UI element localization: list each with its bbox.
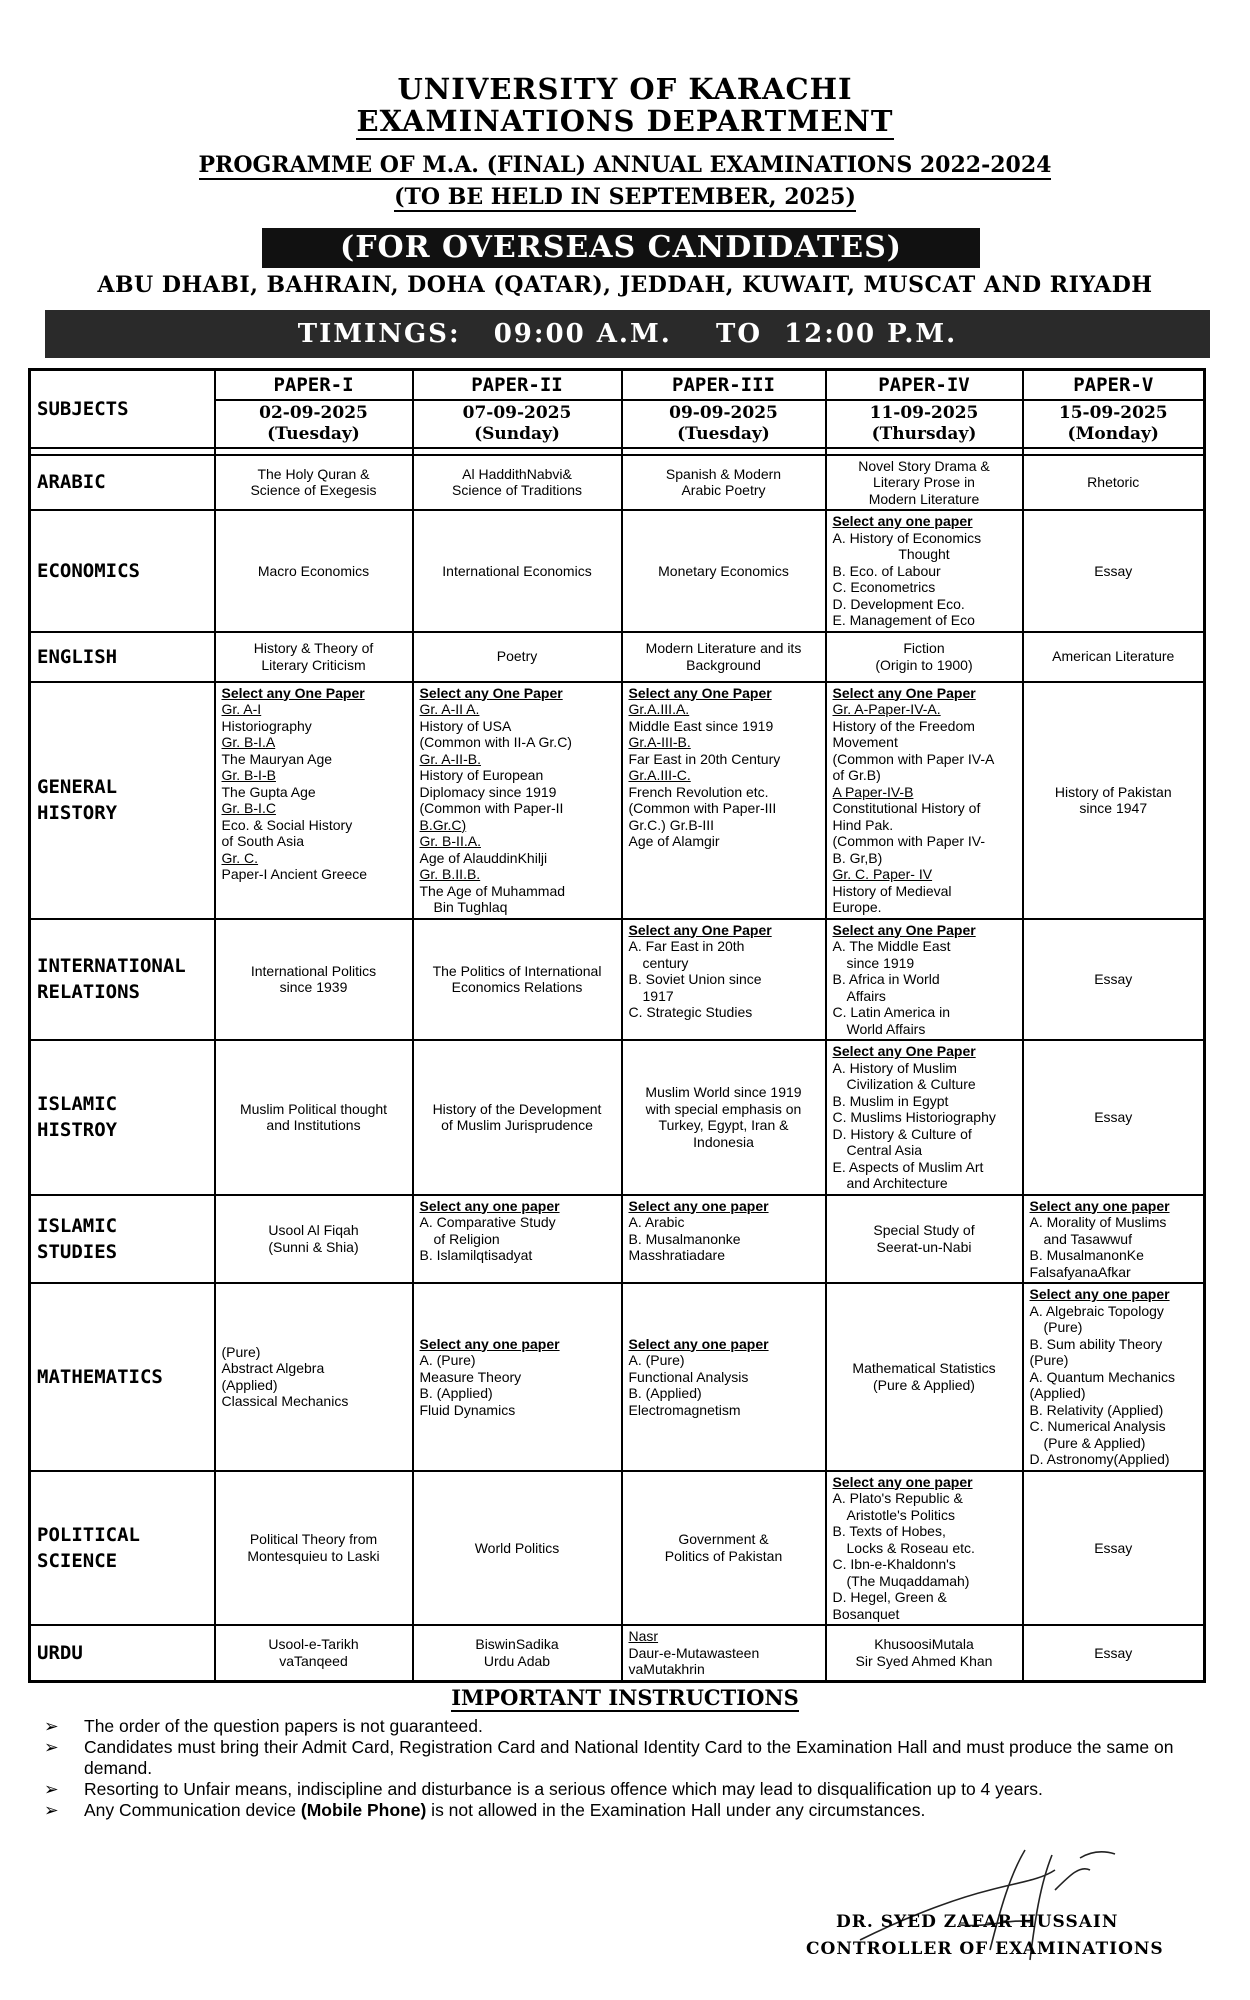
instruction-item: ➢ The order of the question papers is not guaranteed. <box>44 1716 483 1736</box>
ps-paper-2: World Politics <box>413 1471 622 1626</box>
english-paper-3: Modern Literature and its Background <box>622 632 826 682</box>
ps-paper-4: Select any one paper A. Plato's Republic & Aristotle's Politics B. Texts of Hobes, Locks & Roseau etc. C. Ibn-e-Khaldonn's (The Muqaddamah) D. Hegel, Green & Bosanquet <box>826 1471 1023 1626</box>
ps-paper-5: Essay <box>1023 1471 1205 1626</box>
paper-1-date: 02-09-2025 (Tuesday) <box>215 400 413 448</box>
english-paper-5: American Literature <box>1023 632 1205 682</box>
ir-paper-2: The Politics of International Economics Relations <box>413 919 622 1041</box>
ih-paper-3: Muslim World since 1919 with special emphasis on Turkey, Egypt, Iran & Indonesia <box>622 1040 826 1195</box>
is-paper-3: Select any one paper A. Arabic B. Musalmanonke Masshratiadare <box>622 1195 826 1284</box>
signatory-name: DR. SYED ZAFAR HUSSAIN <box>836 1912 1119 1932</box>
math-paper-1: (Pure) Abstract Algebra (Applied) Classical Mechanics <box>215 1283 413 1471</box>
subject-economics: ECONOMICS <box>30 510 215 632</box>
subject-political-science: POLITICAL SCIENCE <box>30 1471 215 1626</box>
paper-3-header: PAPER-III <box>622 370 826 400</box>
subject-general-history: GENERAL HISTORY <box>30 682 215 919</box>
paper-5-date: 15-09-2025 (Monday) <box>1023 400 1205 448</box>
row-urdu <box>30 1625 1205 1681</box>
arabic-paper-2: Al HaddithNabvi& Science of Traditions <box>413 455 622 511</box>
paper-4-date: 11-09-2025 (Thursday) <box>826 400 1023 448</box>
math-paper-4: Mathematical Statistics (Pure & Applied) <box>826 1283 1023 1471</box>
paper-4-header: PAPER-IV <box>826 370 1023 400</box>
locations: ABU DHABI, BAHRAIN, DOHA (QATAR), JEDDAH, KUWAIT, MUSCAT AND RIYADH <box>97 272 1153 298</box>
arrow-bullet-icon: ➢ <box>44 1716 59 1736</box>
instruction-item: ➢ Candidates must bring their Admit Card, Registration Card and National Identity Card to the Examination Hall and must produce the same on demand. <box>44 1737 1174 1778</box>
arrow-bullet-icon: ➢ <box>44 1800 59 1820</box>
ih-paper-5: Essay <box>1023 1040 1205 1195</box>
subject-arabic: ARABIC <box>30 455 215 511</box>
subjects-header: SUBJECTS <box>30 370 215 448</box>
economics-paper-3: Monetary Economics <box>622 510 826 632</box>
economics-paper-1: Macro Economics <box>215 510 413 632</box>
arrow-bullet-icon: ➢ <box>44 1779 59 1799</box>
instructions-title: IMPORTANT INSTRUCTIONS <box>451 1685 799 1710</box>
economics-paper-4: Select any one paper A. History of Economics Thought B. Eco. of Labour C. Econometrics D. Development Eco. E. Management of Eco <box>826 510 1023 632</box>
row-islamic-history <box>30 1040 1205 1195</box>
general-history-paper-5: History of Pakistan since 1947 <box>1023 682 1205 919</box>
paper-5-header: PAPER-V <box>1023 370 1205 400</box>
subject-urdu: URDU <box>30 1625 215 1681</box>
is-paper-4: Special Study of Seerat-un-Nabi <box>826 1195 1023 1284</box>
general-history-paper-2: Select any One Paper Gr. A-II A. History of USA (Common with II-A Gr.C) Gr. A-II-B. History of European Diplomacy since 1919 (Common with Paper-II B.Gr.C) Gr. B-II.A. Age of AlauddinKhilji Gr. B.II.B. The Age of Muhammad Bin Tughlaq <box>413 682 622 919</box>
english-paper-4: Fiction (Origin to 1900) <box>826 632 1023 682</box>
paper-2-date: 07-09-2025 (Sunday) <box>413 400 622 448</box>
row-general-history <box>30 682 1205 919</box>
arabic-paper-3: Spanish & Modern Arabic Poetry <box>622 455 826 511</box>
subject-mathematics: MATHEMATICS <box>30 1283 215 1471</box>
economics-paper-2: International Economics <box>413 510 622 632</box>
arabic-paper-4: Novel Story Drama & Literary Prose in Modern Literature <box>826 455 1023 511</box>
ps-paper-1: Political Theory from Montesquieu to Laski <box>215 1471 413 1626</box>
instruction-item: ➢ Any Communication device (Mobile Phone) is not allowed in the Examination Hall under any circumstances. <box>44 1800 926 1820</box>
signatory-title: CONTROLLER OF EXAMINATIONS <box>806 1939 1164 1959</box>
ir-paper-5: Essay <box>1023 919 1205 1041</box>
paper-3-date: 09-09-2025 (Tuesday) <box>622 400 826 448</box>
subject-international-relations: INTERNATIONAL RELATIONS <box>30 919 215 1041</box>
ih-paper-4: Select any One Paper A. History of Muslim Civilization & Culture B. Muslim in Egypt C. Muslims Historiography D. History & Culture of Central Asia E. Aspects of Muslim Art and Architecture <box>826 1040 1023 1195</box>
programme-title: PROGRAMME OF M.A. (FINAL) ANNUAL EXAMINATIONS 2022-2024 <box>198 152 1052 178</box>
row-mathematics <box>30 1283 1205 1471</box>
ir-paper-1: International Politics since 1939 <box>215 919 413 1041</box>
ih-paper-2: History of the Development of Muslim Jurisprudence <box>413 1040 622 1195</box>
row-political-science <box>30 1471 1205 1626</box>
ir-paper-3: Select any One Paper A. Far East in 20th century B. Soviet Union since 1917 C. Strategic Studies <box>622 919 826 1041</box>
english-paper-1: History & Theory of Literary Criticism <box>215 632 413 682</box>
urdu-paper-5: Essay <box>1023 1625 1205 1681</box>
general-history-paper-4: Select any One Paper Gr. A-Paper-IV-A. History of the Freedom Movement (Common with Paper IV-A of Gr.B) A Paper-IV-B Constitutional History of Hind Pak. (Common with Paper IV- B. Gr,B) Gr. C. Paper- IV History of Medieval Europe. <box>826 682 1023 919</box>
subject-islamic-studies: ISLAMIC STUDIES <box>30 1195 215 1284</box>
economics-paper-5: Essay <box>1023 510 1205 632</box>
math-paper-2: Select any one paper A. (Pure) Measure Theory B. (Applied) Fluid Dynamics <box>413 1283 622 1471</box>
urdu-paper-1: Usool-e-Tarikh vaTanqeed <box>215 1625 413 1681</box>
exam-schedule-table <box>28 368 1206 1683</box>
is-paper-2: Select any one paper A. Comparative Study of Religion B. Islamilqtisadyat <box>413 1195 622 1284</box>
english-paper-2: Poetry <box>413 632 622 682</box>
overseas-banner: (FOR OVERSEAS CANDIDATES) <box>262 228 980 268</box>
row-international-relations <box>30 919 1205 1041</box>
subject-english: ENGLISH <box>30 632 215 682</box>
table-header-row <box>30 370 1205 400</box>
math-paper-5: Select any one paper A. Algebraic Topology (Pure) B. Sum ability Theory (Pure) A. Quantum Mechanics (Applied) B. Relativity (Applied) C. Numerical Analysis (Pure & Applied) D. Astronomy(Applied) <box>1023 1283 1205 1471</box>
row-english <box>30 632 1205 682</box>
held-date: (TO BE HELD IN SEPTEMBER, 2025) <box>394 184 856 210</box>
arrow-bullet-icon: ➢ <box>44 1737 59 1757</box>
department-title: EXAMINATIONS DEPARTMENT <box>356 104 894 138</box>
ir-paper-4: Select any One Paper A. The Middle East since 1919 B. Africa in World Affairs C. Latin America in World Affairs <box>826 919 1023 1041</box>
general-history-paper-3: Select any One Paper Gr.A.III.A. Middle East since 1919 Gr.A-III-B. Far East in 20th Century Gr.A.III-C. French Revolution etc. (Common with Paper-III Gr.C.) Gr.B-III Age of Alamgir <box>622 682 826 919</box>
instructions-list <box>44 1716 1224 1821</box>
row-islamic-studies <box>30 1195 1205 1284</box>
ih-paper-1: Muslim Political thought and Institutions <box>215 1040 413 1195</box>
is-paper-1: Usool Al Fiqah (Sunni & Shia) <box>215 1195 413 1284</box>
urdu-paper-2: BiswinSadika Urdu Adab <box>413 1625 622 1681</box>
math-paper-3: Select any one paper A. (Pure) Functional Analysis B. (Applied) Electromagnetism <box>622 1283 826 1471</box>
urdu-paper-4: KhusoosiMutala Sir Syed Ahmed Khan <box>826 1625 1023 1681</box>
ps-paper-3: Government & Politics of Pakistan <box>622 1471 826 1626</box>
arabic-paper-1: The Holy Quran & Science of Exegesis <box>215 455 413 511</box>
urdu-paper-3: Nasr Daur-e-Mutawasteen vaMutakhrin <box>622 1625 826 1681</box>
is-paper-5: Select any one paper A. Morality of Muslims and Tasawwuf B. MusalmanonKe FalsafyanaAfkar <box>1023 1195 1205 1284</box>
timings-bar: TIMINGS: 09:00 A.M. TO 12:00 P.M. <box>45 310 1210 358</box>
row-arabic <box>30 455 1205 511</box>
arabic-paper-5: Rhetoric <box>1023 455 1205 511</box>
subject-islamic-history: ISLAMIC HISTROY <box>30 1040 215 1195</box>
general-history-paper-1: Select any One Paper Gr. A-I Historiography Gr. B-I.A The Mauryan Age Gr. B-I-B The Gupta Age Gr. B-I.C Eco. & Social History of South Asia Gr. C. Paper-I Ancient Greece <box>215 682 413 919</box>
paper-1-header: PAPER-I <box>215 370 413 400</box>
instruction-item: ➢ Resorting to Unfair means, indiscipline and disturbance is a serious offence which may lead to disqualification up to 4 years. <box>44 1779 1043 1799</box>
university-title: UNIVERSITY OF KARACHI <box>397 72 853 106</box>
paper-2-header: PAPER-II <box>413 370 622 400</box>
row-economics <box>30 510 1205 632</box>
